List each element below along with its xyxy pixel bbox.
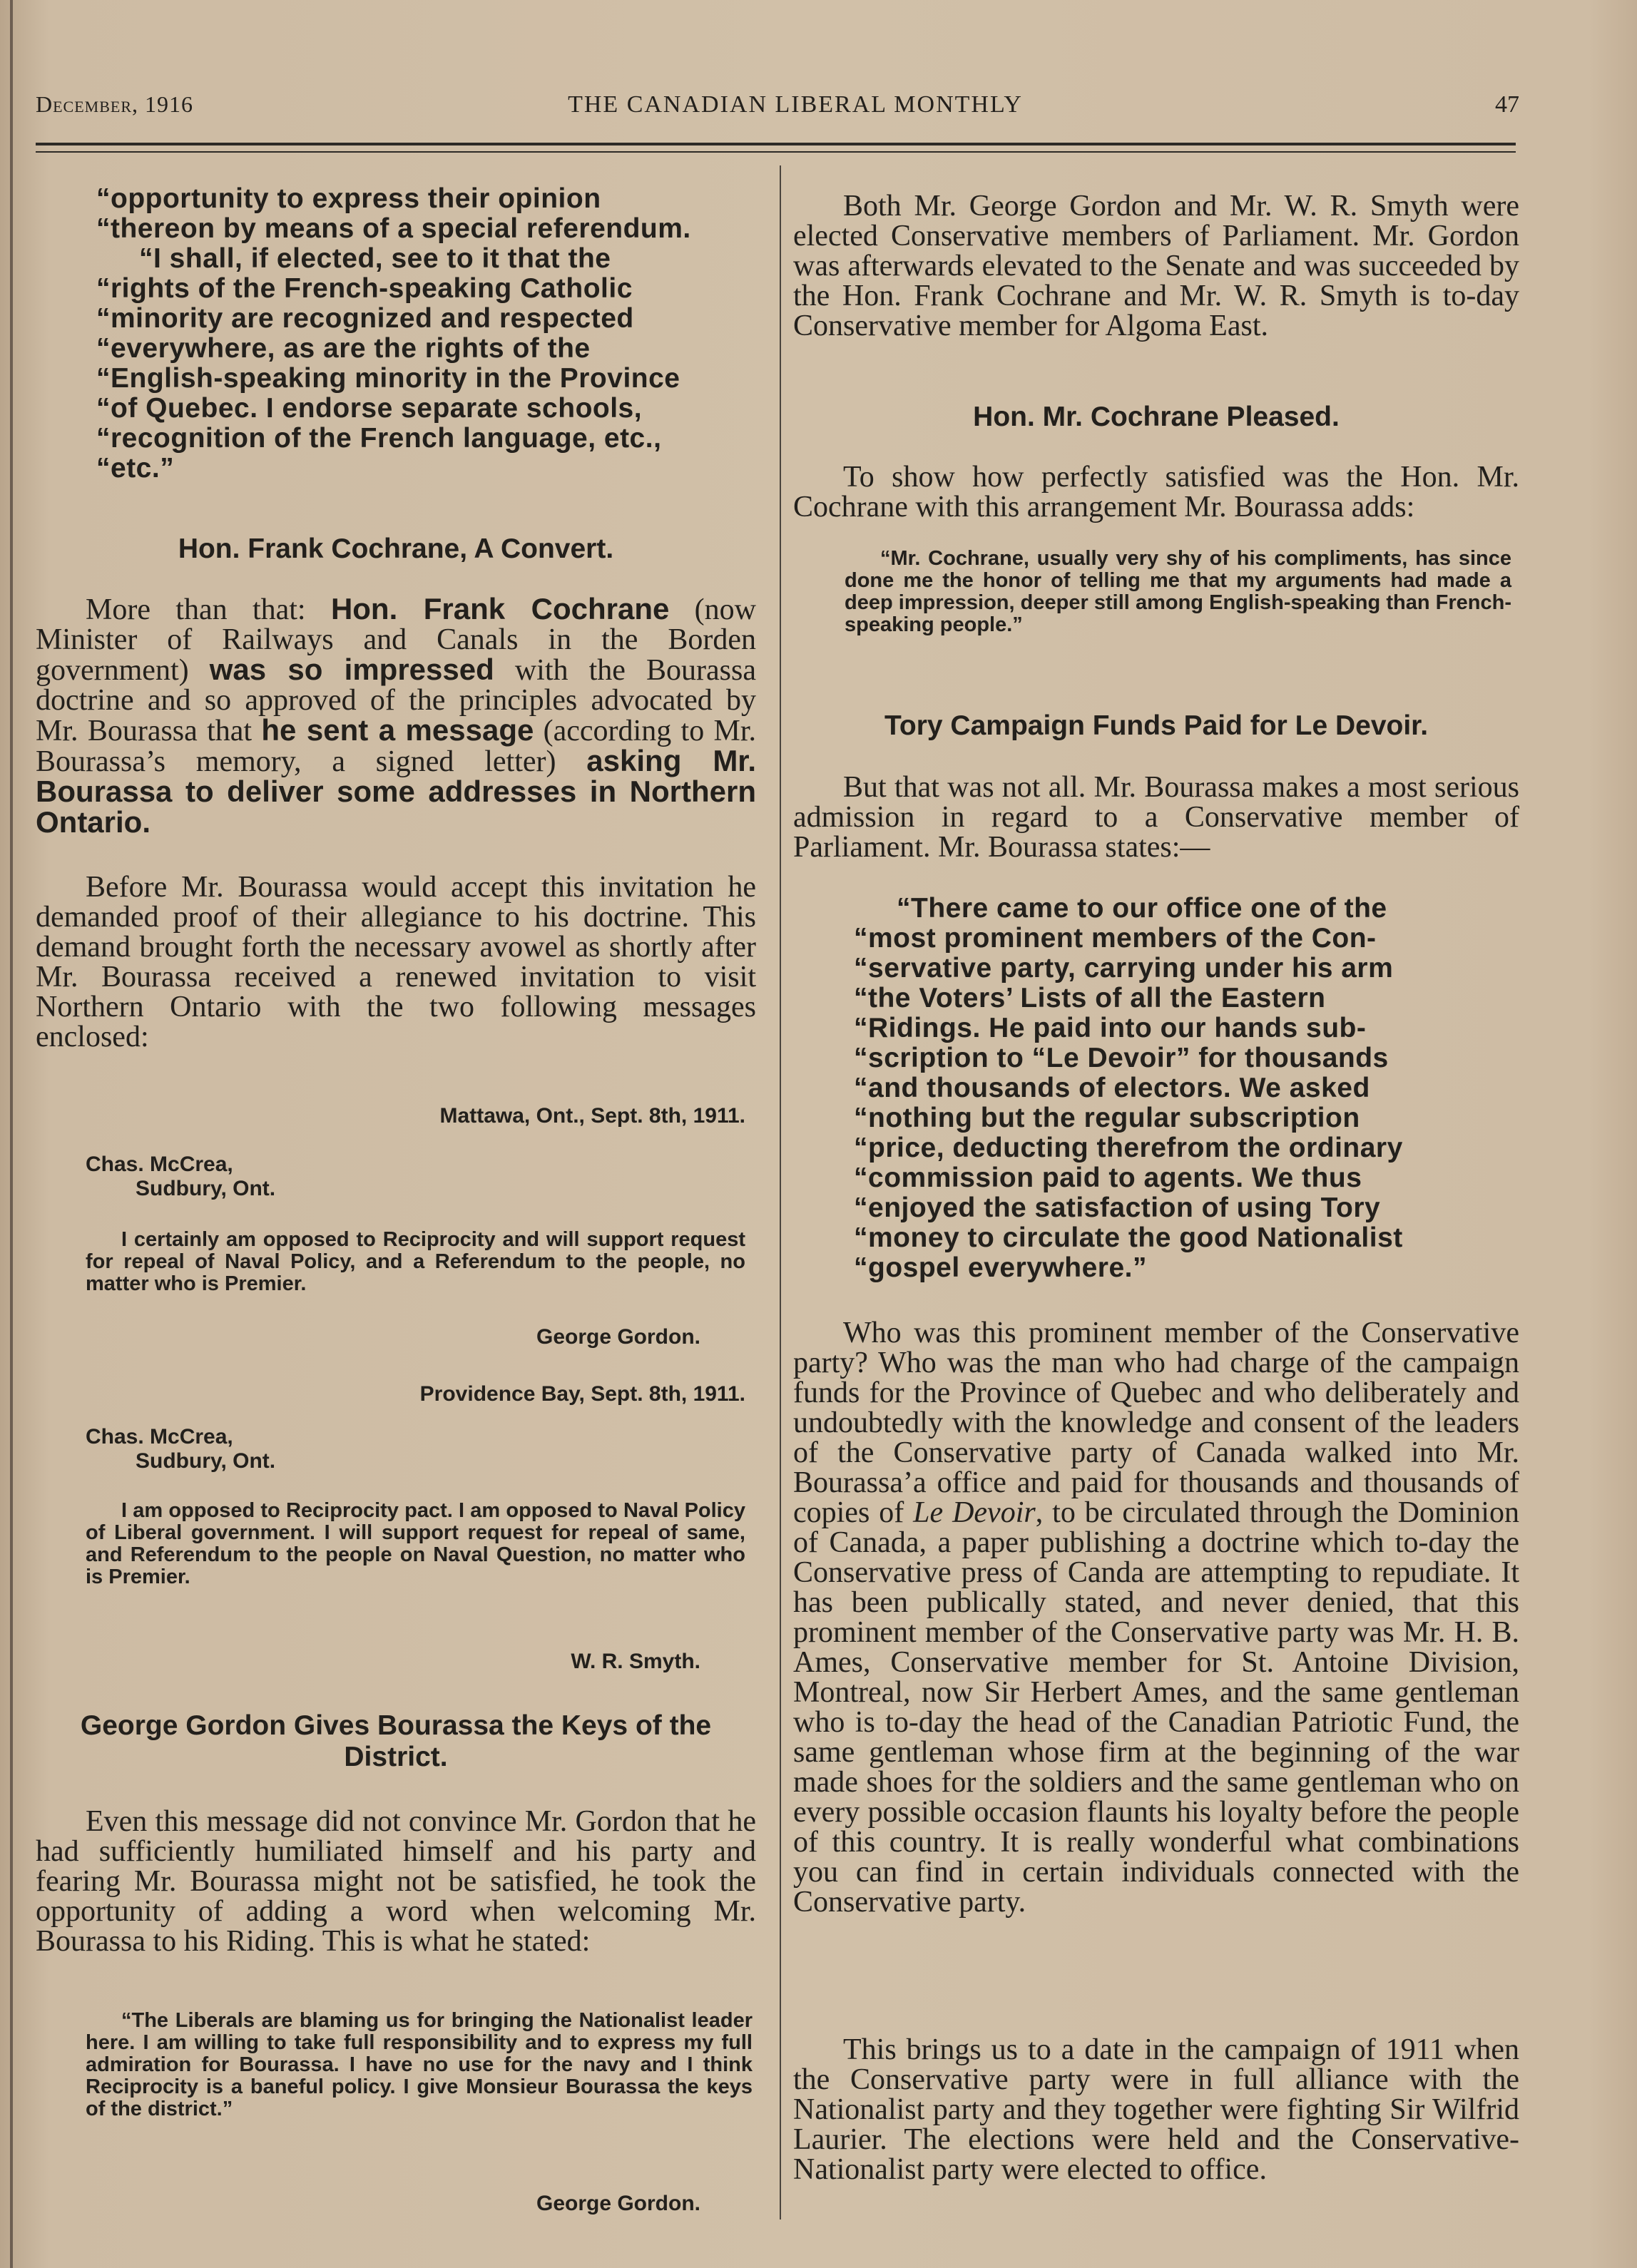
telegram-signature: George Gordon.	[536, 1325, 700, 1349]
quote-signature: George Gordon.	[536, 2192, 700, 2215]
binding-edge	[10, 0, 13, 2268]
quote-line: “enjoyed the satisfaction of using Tory	[854, 1192, 1381, 1223]
paragraph-text: But that was not all. Mr. Bourassa makes a most serious admission in regard to a Conservative member of Parliament. Mr. Bourassa states:—	[793, 771, 1519, 864]
section-heading: George Gordon Gives Bourassa the Keys of the	[80, 1710, 712, 1741]
quote-line: “servative party, carrying under his arm	[854, 953, 1394, 984]
quote-line: “the Voters’ Lists of all the Eastern	[854, 983, 1326, 1013]
paragraph-text: with the Bourassa doctrine and so approved of the principles advocated by Mr. Bourassa that	[36, 654, 757, 747]
paragraph	[793, 772, 1519, 862]
quote-line: “everywhere, as are the rights of the	[96, 333, 591, 364]
paragraph-text: (now Minister of Railways and Canals in the Borden government)	[36, 593, 756, 687]
quote-line: “minority are recognized and respected	[96, 303, 634, 334]
header-rule-thin	[36, 151, 1516, 153]
header-title: THE CANADIAN LIBERAL MONTHLY	[568, 91, 1023, 118]
paragraph-text: Even this message did not convince Mr. Gordon that he had sufficiently humiliated himself and his party and fearing Mr. Bourassa might not be satisfied, he took the opportunity of adding a word when welcoming Mr. Bourassa to his Riding. This is what he stated:	[36, 1805, 756, 1958]
telegram-addressee: Chas. McCrea,	[86, 1425, 233, 1449]
quote-line: “opportunity to express their opinion	[96, 183, 601, 214]
quote-line: “thereon by means of a special referendum.	[96, 213, 691, 244]
quote-line: “recognition of the French language, etc.,	[96, 423, 662, 454]
bold-text: asking Mr. Bourassa to deliver some addresses in Northern Ontario.	[36, 744, 757, 839]
telegram-body: I certainly am opposed to Reciprocity and will support request for repeal of Naval Policy, and a Referendum to the people, no matter who is Premier.	[86, 1228, 745, 1295]
quote-line: “and thousands of electors. We asked	[854, 1073, 1370, 1103]
italic-title: Le Devoir	[913, 1496, 1036, 1529]
block-quote: “The Liberals are blaming us for bringing the Nationalist leader here. I am willing to take full responsibility and to express my full admiration for Bourassa. I have no use for the navy and I think Reciprocity is a baneful policy. I give Monsieur Bourassa the keys of the district.”	[86, 2009, 753, 2120]
paragraph-text: Both Mr. George Gordon and Mr. W. R. Smyth were elected Conservative members of Parliament. Mr. Gordon was afterwards elevated to the Senate and was succeeded by the Hon. Frank Cochrane and Mr. W. R. Smyth is to-day Conservative member for Algoma East.	[793, 190, 1519, 342]
bold-text: he sent a message	[261, 713, 534, 747]
header-rule-thick	[36, 143, 1516, 145]
quote-line: “rights of the French-speaking Catholic	[96, 273, 633, 304]
quote-line: “of Quebec. I endorse separate schools,	[96, 393, 643, 424]
paragraph-text: Before Mr. Bourassa would accept this invitation he demanded proof of their allegiance to his doctrine. This demand brought forth the necessary avowel as shortly after Mr. Bourassa received a renewed invitation to visit Northern Ontario with the two following messages enclosed:	[36, 871, 756, 1053]
quote-line: “Ridings. He paid into our hands sub-	[854, 1013, 1367, 1043]
quote-line: “most prominent members of the Con-	[854, 923, 1377, 954]
telegram-body: I am opposed to Reciprocity pact. I am opposed to Naval Policy of Liberal government. I will support request for repeal of same, and Referendum to the people on Naval Question, no matter who is Premier.	[86, 1499, 745, 1588]
quote-line: “I shall, if elected, see to it that the	[139, 243, 611, 274]
paragraph-text: More than that:	[86, 593, 331, 626]
quote-line: “There came to our office one of the	[897, 893, 1387, 924]
paragraph	[793, 2035, 1519, 2185]
telegram-signature: W. R. Smyth.	[571, 1650, 700, 1673]
quote-line: “English-speaking minority in the Province	[96, 363, 680, 394]
section-heading-cont: District.	[344, 1742, 448, 1772]
quote-cochrane-platform	[96, 184, 792, 484]
telegram-addressee-town: Sudbury, Ont.	[136, 1449, 276, 1473]
page-number: 47	[1495, 91, 1519, 118]
telegram-addressee: Chas. McCrea,	[86, 1153, 233, 1176]
paragraph	[36, 594, 756, 838]
quote-line: “gospel everywhere.”	[854, 1252, 1148, 1283]
paragraph	[793, 462, 1519, 522]
paragraph-text: To show how perfectly satisfied was the Hon. Mr. Cochrane with this arrangement Mr. Bourassa adds:	[793, 461, 1519, 523]
telegram-place-date: Mattawa, Ont., Sept. 8th, 1911.	[439, 1104, 745, 1128]
telegram-place-date: Providence Bay, Sept. 8th, 1911.	[419, 1382, 745, 1406]
quote-line: “scription to “Le Devoir” for thousands	[854, 1043, 1389, 1073]
running-header	[36, 91, 1526, 134]
section-heading: Tory Campaign Funds Paid for Le Devoir.	[884, 710, 1429, 741]
quote-line: “nothing but the regular subscription	[854, 1103, 1360, 1133]
paragraph	[36, 1807, 756, 1956]
header-date: December, 1916	[36, 91, 194, 117]
paragraph-text: , to be circulated through the Dominion of Canada, a paper publishing a doctrine which to-day the Conservative press of Canda are attempting to repudiate. It has been publically stated, and never denied, that this prominent member of the Conservative party was Mr. H. B. Ames, Conservative member for St. Antoine Division, Montreal, now Sir Herbert Ames, and the same gentleman who is to-day the head of the Canadian Patriotic Fund, the same gentleman whose firm at the beginning of the war made shoes for the soldiers and the same gentleman who on every possible occasion flaunts his loyalty before the people of this country. It is really wonderful what combinations you can find in certain individuals connected with the Conservative party.	[793, 1496, 1519, 1919]
paragraph-text: (according to Mr. Bourassa’s memory, a signed letter)	[36, 715, 757, 778]
quote-line: “commission paid to agents. We thus	[854, 1163, 1362, 1193]
bold-text: Hon. Frank Cochrane	[330, 592, 670, 625]
bold-text: was so impressed	[209, 653, 494, 686]
paragraph-text: Who was this prominent member of the Conservative party? Who was the man who had charge of the campaign funds for the Province of Quebec and who deliberately and undoubtedly with the knowledge and consent of the leaders of the Conservative party of Canada walked into Mr. Bourassa’a office and paid for thousands and thousands of copies of	[793, 1317, 1519, 1529]
paragraph	[793, 1318, 1519, 1917]
quote-line: “price, deducting therefrom the ordinary	[854, 1133, 1403, 1163]
block-quote-devoir	[854, 894, 1519, 1283]
telegram-addressee-town: Sudbury, Ont.	[136, 1177, 276, 1200]
paragraph	[36, 872, 756, 1052]
quote-line: “etc.”	[96, 453, 175, 484]
paragraph-text: This brings us to a date in the campaign of 1911 when the Conservative party were in full alliance with the Nationalist party and they together were fighting Sir Wilfrid Laurier. The elections were held and the Conservative-Nationalist party were elected to office.	[793, 2033, 1519, 2186]
paragraph	[793, 191, 1519, 341]
section-heading: Hon. Mr. Cochrane Pleased.	[973, 402, 1340, 432]
block-quote: “Mr. Cochrane, usually very shy of his compliments, has since done me the honor of telling me that my arguments had made a deep impression, deeper still among English-speaking than French-speaking people.”	[845, 547, 1511, 636]
quote-line: “money to circulate the good Nationalist	[854, 1222, 1403, 1253]
section-heading: Hon. Frank Cochrane, A Convert.	[178, 533, 614, 564]
